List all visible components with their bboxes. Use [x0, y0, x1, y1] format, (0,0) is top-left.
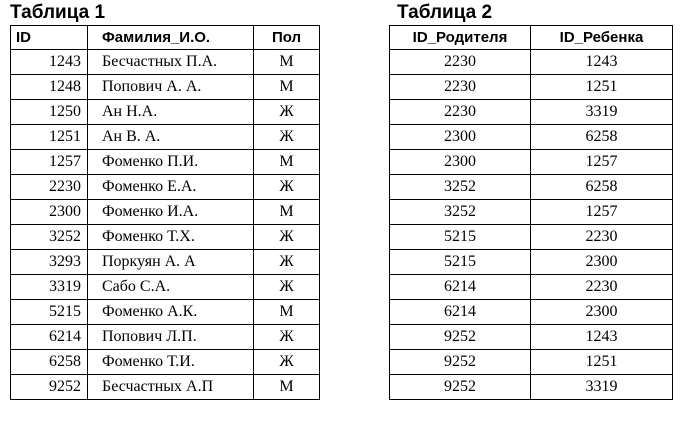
- cell-gender: М: [254, 50, 320, 75]
- cell-gender: Ж: [254, 225, 320, 250]
- column-header-gender: Пол: [254, 26, 320, 50]
- cell-name: Бесчастных А.П: [88, 375, 254, 400]
- cell-id: 1250: [11, 100, 88, 125]
- table1-caption: Таблица 1: [10, 2, 106, 23]
- cell-gender: Ж: [254, 325, 320, 350]
- table-row: [390, 250, 673, 275]
- table-row: [390, 225, 673, 250]
- table-row: [11, 75, 320, 100]
- table-row: [390, 175, 673, 200]
- cell-child-id: 2300: [531, 250, 673, 275]
- cell-gender: Ж: [254, 275, 320, 300]
- table1-header-row: [11, 26, 320, 50]
- table-row: [11, 275, 320, 300]
- cell-gender: Ж: [254, 350, 320, 375]
- table-row: [11, 50, 320, 75]
- table-row: [390, 375, 673, 400]
- table-row: [11, 200, 320, 225]
- cell-id: 1243: [11, 50, 88, 75]
- cell-id: 1248: [11, 75, 88, 100]
- cell-id: 3293: [11, 250, 88, 275]
- cell-child-id: 6258: [531, 125, 673, 150]
- cell-name: Сабо С.А.: [88, 275, 254, 300]
- cell-id: 6258: [11, 350, 88, 375]
- cell-name: Фоменко Е.А.: [88, 175, 254, 200]
- cell-parent-id: 2230: [390, 50, 531, 75]
- cell-child-id: 1251: [531, 350, 673, 375]
- cell-id: 1251: [11, 125, 88, 150]
- cell-child-id: 3319: [531, 375, 673, 400]
- cell-child-id: 1257: [531, 150, 673, 175]
- column-header-child-id: ID_Ребенка: [531, 26, 673, 50]
- table-row: [390, 325, 673, 350]
- cell-parent-id: 2230: [390, 100, 531, 125]
- table-row: [11, 175, 320, 200]
- cell-child-id: 2300: [531, 300, 673, 325]
- cell-child-id: 2230: [531, 225, 673, 250]
- cell-child-id: 3319: [531, 100, 673, 125]
- table-row: [390, 50, 673, 75]
- cell-id: 6214: [11, 325, 88, 350]
- cell-parent-id: 3252: [390, 175, 531, 200]
- cell-parent-id: 2230: [390, 75, 531, 100]
- table-row: [11, 325, 320, 350]
- cell-name: Попович Л.П.: [88, 325, 254, 350]
- cell-parent-id: 3252: [390, 200, 531, 225]
- cell-name: Попович А. А.: [88, 75, 254, 100]
- cell-name: Фоменко Т.И.: [88, 350, 254, 375]
- table-row: [390, 350, 673, 375]
- cell-name: Ан Н.А.: [88, 100, 254, 125]
- cell-id: 5215: [11, 300, 88, 325]
- table-row: [390, 100, 673, 125]
- cell-name: Фоменко И.А.: [88, 200, 254, 225]
- cell-child-id: 2230: [531, 275, 673, 300]
- cell-parent-id: 6214: [390, 275, 531, 300]
- cell-id: 1257: [11, 150, 88, 175]
- column-header-parent-id: ID_Родителя: [390, 26, 531, 50]
- persons-table: [10, 25, 320, 400]
- table-row: [11, 225, 320, 250]
- cell-child-id: 1243: [531, 325, 673, 350]
- cell-parent-id: 6214: [390, 300, 531, 325]
- table-row: [11, 375, 320, 400]
- table-row: [11, 350, 320, 375]
- cell-child-id: 1251: [531, 75, 673, 100]
- table2-header-row: [390, 26, 673, 50]
- cell-child-id: 6258: [531, 175, 673, 200]
- table-row: [11, 250, 320, 275]
- cell-id: 2230: [11, 175, 88, 200]
- cell-child-id: 1243: [531, 50, 673, 75]
- cell-gender: М: [254, 150, 320, 175]
- cell-parent-id: 2300: [390, 125, 531, 150]
- cell-parent-id: 5215: [390, 250, 531, 275]
- table-row: [390, 150, 673, 175]
- cell-gender: Ж: [254, 125, 320, 150]
- cell-gender: Ж: [254, 250, 320, 275]
- table-row: [11, 125, 320, 150]
- table2-caption: Таблица 2: [397, 2, 493, 23]
- cell-gender: Ж: [254, 175, 320, 200]
- cell-name: Фоменко А.К.: [88, 300, 254, 325]
- table-row: [390, 300, 673, 325]
- cell-id: 2300: [11, 200, 88, 225]
- table-row: [390, 275, 673, 300]
- cell-gender: Ж: [254, 100, 320, 125]
- cell-id: 3252: [11, 225, 88, 250]
- column-header-name: Фамилия_И.О.: [88, 26, 254, 50]
- cell-name: Поркуян А. А: [88, 250, 254, 275]
- table-row: [11, 150, 320, 175]
- cell-parent-id: 9252: [390, 350, 531, 375]
- table-row: [390, 75, 673, 100]
- cell-parent-id: 5215: [390, 225, 531, 250]
- cell-gender: М: [254, 200, 320, 225]
- table-row: [11, 100, 320, 125]
- table-row: [11, 300, 320, 325]
- cell-id: 3319: [11, 275, 88, 300]
- cell-gender: М: [254, 75, 320, 100]
- column-header-id: ID: [11, 26, 88, 50]
- cell-name: Ан В. А.: [88, 125, 254, 150]
- cell-name: Фоменко П.И.: [88, 150, 254, 175]
- cell-parent-id: 9252: [390, 375, 531, 400]
- table-row: [390, 125, 673, 150]
- table-row: [390, 200, 673, 225]
- cell-gender: М: [254, 375, 320, 400]
- cell-name: Бесчастных П.А.: [88, 50, 254, 75]
- cell-id: 9252: [11, 375, 88, 400]
- cell-parent-id: 2300: [390, 150, 531, 175]
- relations-table: [389, 25, 673, 400]
- cell-parent-id: 9252: [390, 325, 531, 350]
- cell-name: Фоменко Т.Х.: [88, 225, 254, 250]
- cell-gender: М: [254, 300, 320, 325]
- cell-child-id: 1257: [531, 200, 673, 225]
